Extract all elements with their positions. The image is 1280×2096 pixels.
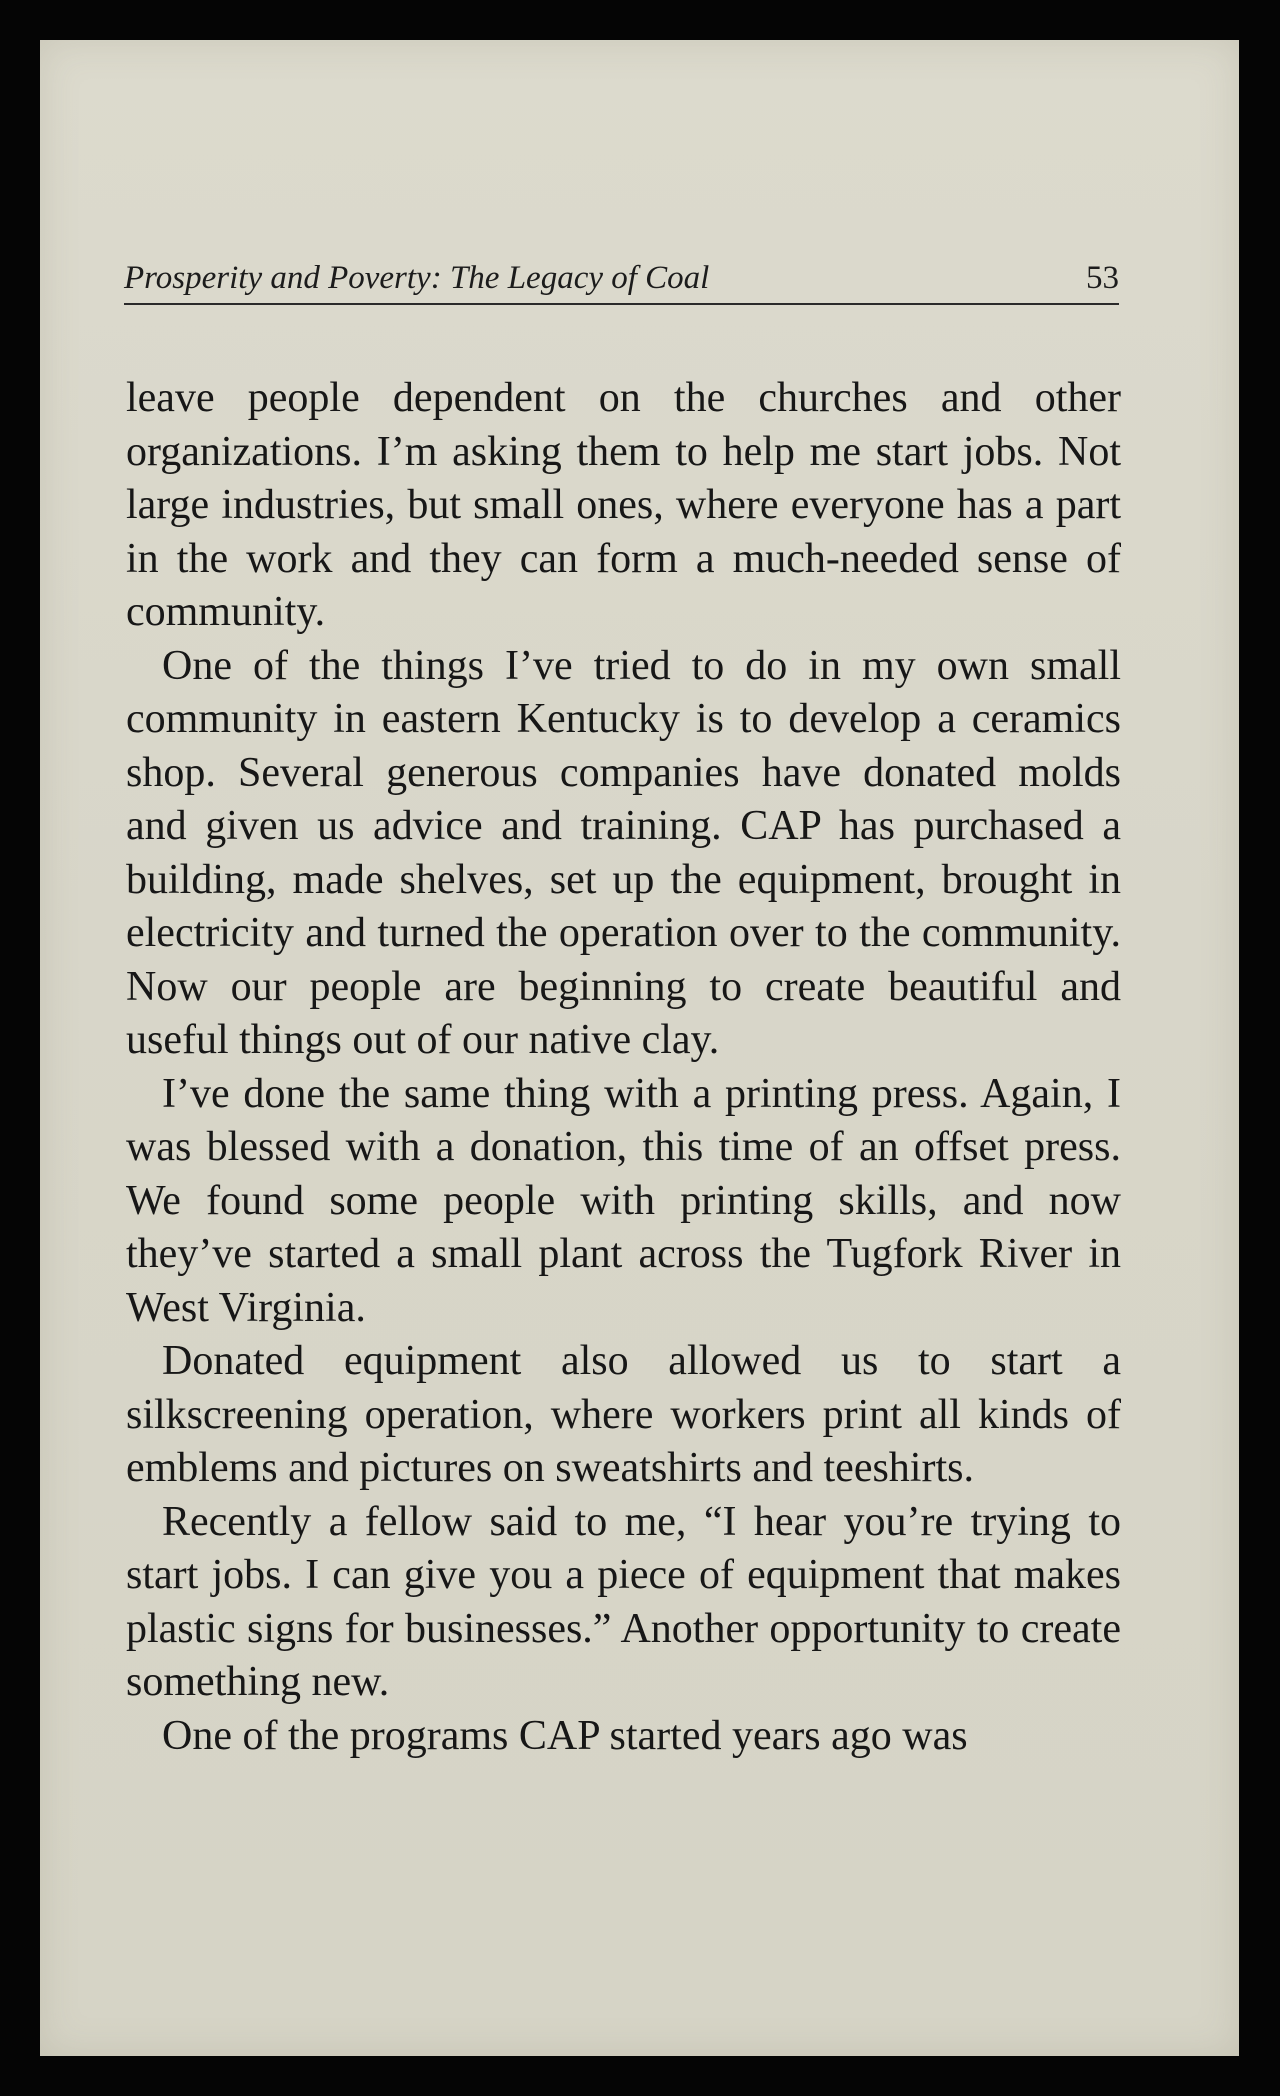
paragraph-printing-press: I’ve done the same thing with a printing press. Again, I was blessed with a donation, this time of an offset press. We found some people with printing skills, and now they’ve started a small plant across the Tugfork River in West Virginia.	[126, 1070, 1121, 1331]
running-title: Prosperity and Poverty: The Legacy of Coal	[124, 260, 710, 296]
paragraph-ceramics-shop: One of the things I’ve tried to do in my own small community in eastern Kentucky is to develop a ceramics shop. Several generous companies have donated molds and given us advice and training. CAP has purchased a building, made shelves, set up the equipment, brought in electricity and turned the operation over to the community. Now our people are beginning to create beautiful and useful things out of our native clay.	[126, 642, 1121, 1063]
paragraph-plastic-signs: Recently a fellow said to me, “I hear you’re trying to start jobs. I can give you a piece of equipment that makes plastic signs for businesses.” Another opportunity to create something new.	[126, 1498, 1121, 1705]
running-head	[124, 259, 1119, 305]
paragraph-continued: leave people dependent on the churches and other organizations. I’m asking them to help me start jobs. Not large industries, but small ones, where everyone has a part in the work and they can form a much-needed sense of community.	[126, 375, 1121, 635]
paragraph-silkscreening: Donated equipment also allowed us to start a silkscreening operation, where workers print all kinds of emblems and pictures on sweatshirts and teeshirts.	[126, 1338, 1121, 1491]
page-number: 53	[1086, 260, 1119, 296]
paragraph-cap-programs: One of the programs CAP started years ago was	[162, 1712, 968, 1759]
book-page	[40, 40, 1239, 2056]
body-text	[126, 372, 1121, 1763]
